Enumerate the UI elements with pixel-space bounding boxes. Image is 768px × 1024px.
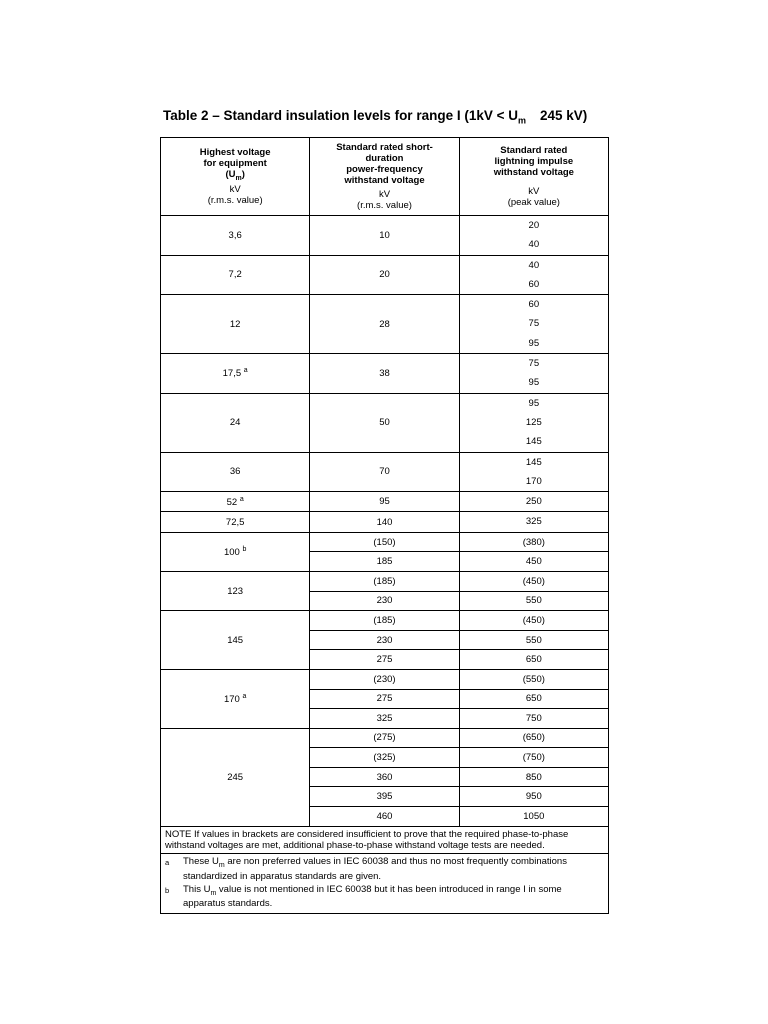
- lightning-impulse-cell: [459, 354, 608, 394]
- power-frequency-cell: (275): [310, 728, 459, 748]
- lightning-impulse-cell: 550: [459, 591, 608, 611]
- power-frequency-cell: 360: [310, 767, 459, 787]
- header-highest-voltage: Highest voltage for equipment $(U_m)$ kV (r.m.s. value): [161, 138, 310, 216]
- highest-voltage-cell: 72,5: [161, 512, 310, 532]
- power-frequency-cell: 10: [310, 216, 459, 256]
- table-row: [161, 532, 609, 552]
- impulse-value: 40: [528, 239, 540, 251]
- table-row: [161, 452, 609, 492]
- impulse-value: 145: [525, 436, 542, 448]
- power-frequency-cell: 275: [310, 689, 459, 709]
- footnotes: [161, 853, 609, 914]
- table-row: [161, 512, 609, 532]
- impulse-value: 125: [525, 416, 542, 428]
- lightning-impulse-cell: (750): [459, 748, 608, 768]
- title-text-end: 245 kV): [540, 108, 588, 123]
- table-row: [161, 255, 609, 295]
- impulse-value: 325: [525, 516, 542, 528]
- lightning-impulse-cell: 450: [459, 552, 608, 572]
- power-frequency-cell: 395: [310, 787, 459, 807]
- insulation-levels-table: [160, 137, 609, 914]
- title-subscript: m: [517, 115, 526, 126]
- lightning-impulse-cell: [459, 216, 608, 256]
- lightning-impulse-cell: 950: [459, 787, 608, 807]
- header-lightning-impulse: Standard rated lightning impulse withstand voltage kV (peak value): [459, 138, 608, 216]
- impulse-value: 170: [525, 475, 542, 487]
- table-row: [161, 295, 609, 354]
- footnote-marker: b: [242, 545, 247, 553]
- footnote-b: b This $U_m$ value is not mentioned in IEC 60038 but it has been introduced in range I in some apparatus standards.: [165, 883, 562, 910]
- highest-voltage-cell: 17,5 $^a$: [161, 354, 310, 394]
- table-row: [161, 492, 609, 512]
- insulation-table-container: [160, 137, 609, 914]
- header-power-frequency: Standard rated short- duration power-frequency withstand voltage kV (r.m.s. value): [310, 138, 459, 216]
- impulse-value: 95: [528, 377, 540, 389]
- impulse-value: 40: [528, 259, 540, 271]
- highest-voltage-cell: 145: [161, 611, 310, 670]
- impulse-value: 250: [525, 496, 542, 508]
- table-row: [161, 728, 609, 748]
- table-body: [161, 216, 609, 827]
- impulse-value: 145: [525, 456, 542, 468]
- highest-voltage-cell: 36: [161, 452, 310, 492]
- lightning-impulse-cell: [459, 255, 608, 295]
- impulse-value: 95: [528, 337, 540, 349]
- power-frequency-cell: 95: [310, 492, 459, 512]
- lightning-impulse-cell: (650): [459, 728, 608, 748]
- highest-voltage-cell: 100 $^b$: [161, 532, 310, 571]
- highest-voltage-cell: 170 $^a$: [161, 669, 310, 728]
- power-frequency-cell: 28: [310, 295, 459, 354]
- highest-voltage-cell: 52 $^a$: [161, 492, 310, 512]
- power-frequency-cell: 38: [310, 354, 459, 394]
- lightning-impulse-cell: (550): [459, 669, 608, 689]
- lightning-impulse-cell: [459, 512, 608, 532]
- lightning-impulse-cell: 750: [459, 709, 608, 729]
- lightning-impulse-cell: [459, 492, 608, 512]
- impulse-value: 20: [528, 220, 540, 231]
- table-row: [161, 611, 609, 631]
- lightning-impulse-cell: 550: [459, 630, 608, 650]
- lightning-impulse-cell: 650: [459, 689, 608, 709]
- power-frequency-cell: 70: [310, 452, 459, 492]
- power-frequency-cell: 275: [310, 650, 459, 670]
- footnote-marker: a: [239, 495, 244, 503]
- highest-voltage-cell: 3,6: [161, 216, 310, 256]
- power-frequency-cell: (325): [310, 748, 459, 768]
- footnote-marker: a: [243, 367, 248, 375]
- power-frequency-cell: 460: [310, 807, 459, 827]
- table-row: [161, 216, 609, 256]
- impulse-value: 60: [528, 299, 540, 311]
- impulse-value: 75: [528, 358, 540, 370]
- power-frequency-cell: 140: [310, 512, 459, 532]
- lightning-impulse-cell: [459, 295, 608, 354]
- table-row: [161, 354, 609, 394]
- table-row: [161, 669, 609, 689]
- title-text: Table 2 – Standard insulation levels for range I (1kV < U: [163, 108, 518, 123]
- power-frequency-cell: 325: [310, 709, 459, 729]
- highest-voltage-cell: 123: [161, 571, 310, 610]
- power-frequency-cell: (185): [310, 611, 459, 631]
- lightning-impulse-cell: 1050: [459, 807, 608, 827]
- highest-voltage-cell: 245: [161, 728, 310, 826]
- impulse-value: 95: [528, 397, 540, 409]
- table-note: NOTE If values in brackets are considered insufficient to prove that the required phase-to-phase withstand voltages are met, additional phase-to-phase withstand voltage tests are needed.: [161, 826, 609, 853]
- power-frequency-cell: 50: [310, 393, 459, 452]
- table-row: [161, 393, 609, 452]
- footnote-marker: a: [242, 692, 247, 700]
- impulse-value: 60: [528, 278, 540, 290]
- power-frequency-cell: (230): [310, 669, 459, 689]
- page-title: [163, 108, 623, 126]
- lightning-impulse-cell: (450): [459, 571, 608, 591]
- power-frequency-cell: 185: [310, 552, 459, 572]
- power-frequency-cell: 20: [310, 255, 459, 295]
- lightning-impulse-cell: [459, 393, 608, 452]
- power-frequency-cell: (185): [310, 571, 459, 591]
- lightning-impulse-cell: [459, 452, 608, 492]
- lightning-impulse-cell: (380): [459, 532, 608, 552]
- table-header-row: [161, 138, 609, 216]
- highest-voltage-cell: 7,2: [161, 255, 310, 295]
- power-frequency-cell: (150): [310, 532, 459, 552]
- note-row: [161, 826, 609, 853]
- footnotes-row: [161, 853, 609, 914]
- power-frequency-cell: 230: [310, 591, 459, 611]
- power-frequency-cell: 230: [310, 630, 459, 650]
- highest-voltage-cell: 24: [161, 393, 310, 452]
- impulse-value: 75: [528, 318, 540, 330]
- table-row: [161, 571, 609, 591]
- lightning-impulse-cell: 850: [459, 767, 608, 787]
- lightning-impulse-cell: (450): [459, 611, 608, 631]
- lightning-impulse-cell: 650: [459, 650, 608, 670]
- footnote-a: a These $U_m$ are non preferred values in IEC 60038 and thus no most frequently combinations standardized in apparatus standards are given.: [165, 855, 567, 882]
- highest-voltage-cell: 12: [161, 295, 310, 354]
